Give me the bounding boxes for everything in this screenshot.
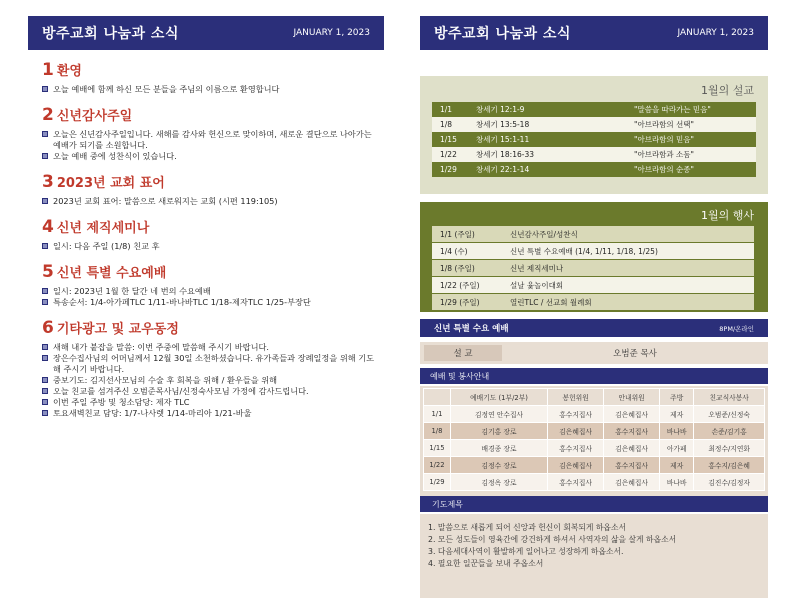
service-column-header: 봉헌위원 <box>548 389 604 406</box>
service-cell: 아가페 <box>660 440 694 457</box>
service-cell: 김기홍 장로 <box>450 423 547 440</box>
section-heading <box>42 105 376 125</box>
wednesday-service-bar <box>420 319 768 337</box>
section-number: 1 <box>42 60 54 80</box>
event-date: 1/8 (주일) <box>440 263 475 273</box>
wednesday-service-time: 8PM/온라인 <box>719 324 754 333</box>
bullet-item <box>42 408 376 419</box>
event-name: 열린TLC / 선교회 월례회 <box>510 297 592 307</box>
bullet-text: 새해 내가 붙잡을 말씀: 이번 주중에 말씀해 주시기 바랍니다. <box>53 342 270 352</box>
event-row <box>432 260 754 276</box>
event-name: 신년 제직세미나 <box>510 263 564 273</box>
sermon-theme: "아브라함의 선택" <box>634 120 694 129</box>
service-cell: 김진수/김정자 <box>694 474 765 491</box>
service-cell: 김은혜집사 <box>604 474 660 491</box>
section-number: 3 <box>42 172 54 192</box>
bullet-text: 특송순서: 1/4-아가페TLC 1/11-바나바TLC 1/18-제자TLC 1/25-부장단 <box>53 297 311 307</box>
service-cell: 김은혜집사 <box>548 457 604 474</box>
bullet-item <box>42 342 376 353</box>
service-cell: 홍수지집사 <box>604 457 660 474</box>
square-bullet-icon <box>42 399 48 405</box>
service-cell: 제자 <box>660 457 694 474</box>
service-cell: 김은혜집사 <box>604 406 660 423</box>
sermon-theme: "아브라함의 믿음" <box>634 135 694 144</box>
service-cell: 배경종 장로 <box>450 440 547 457</box>
service-column-header: 예배기도 (1부/2부) <box>450 389 547 406</box>
sermon-passage: 창세기 13:5-18 <box>476 120 530 129</box>
service-cell: 1/1 <box>424 406 451 423</box>
service-cell: 바나바 <box>660 423 694 440</box>
section-title: 2023년 교회 표어 <box>56 176 165 191</box>
sermon-date: 1/22 <box>440 150 457 159</box>
bullet-item <box>42 129 376 151</box>
event-date: 1/29 (주일) <box>440 297 480 307</box>
table-row <box>424 406 765 423</box>
section-title: 신년 특별 수요예배 <box>56 266 167 281</box>
table-row <box>424 457 765 474</box>
event-schedule <box>420 202 768 312</box>
square-bullet-icon <box>42 388 48 394</box>
section-heading <box>42 217 376 237</box>
section-title: 환영 <box>56 64 82 79</box>
wednesday-service-title: 신년 특별 수요 예배 <box>434 324 509 334</box>
section-title: 기타광고 및 교우동정 <box>56 322 179 337</box>
bullet-text: 오늘 친교를 섬겨주신 오범준목사님/신정숙사모님 가정에 감사드립니다. <box>53 386 309 396</box>
bullet-item <box>42 196 376 207</box>
announcement-section <box>42 105 376 162</box>
square-bullet-icon <box>42 131 48 137</box>
bullet-item <box>42 286 376 297</box>
service-cell: 1/15 <box>424 440 451 457</box>
bullet-text: 오늘 예배에 함께 하신 모든 분들을 주님의 이름으로 환영합니다 <box>53 84 280 94</box>
left-header <box>28 16 384 50</box>
sermon-label: 설 교 <box>424 345 502 361</box>
bullet-item <box>42 84 376 95</box>
left-page <box>28 16 384 594</box>
service-guide <box>420 386 768 506</box>
square-bullet-icon <box>42 198 48 204</box>
sermon-row <box>432 147 756 162</box>
square-bullet-icon <box>42 243 48 249</box>
bullet-item <box>42 375 376 386</box>
right-page <box>420 16 768 594</box>
service-cell: 바나바 <box>660 474 694 491</box>
section-heading <box>42 172 376 192</box>
section-number: 4 <box>42 217 54 237</box>
section-heading <box>42 60 376 80</box>
bullet-item <box>42 151 376 162</box>
sermon-row <box>432 117 756 132</box>
service-guide-title: 예배 및 봉사안내 <box>420 368 768 384</box>
service-cell: 홍수지집사 <box>604 423 660 440</box>
sermon-row <box>432 102 756 117</box>
service-column-header: 주방 <box>660 389 694 406</box>
service-table-header <box>424 389 765 406</box>
bulletin-date: JANUARY 1, 2023 <box>293 28 370 38</box>
announcement-section <box>42 172 376 207</box>
sermon-theme: "아브라함의 순종" <box>634 165 694 174</box>
sermon-theme: "말씀을 따라가는 믿음" <box>634 105 711 114</box>
square-bullet-icon <box>42 86 48 92</box>
event-row <box>432 294 754 310</box>
section-title: 신년 제직세미나 <box>56 221 150 236</box>
square-bullet-icon <box>42 288 48 294</box>
service-cell: 최정수/지연화 <box>694 440 765 457</box>
service-column-header: 친교식사봉사 <box>694 389 765 406</box>
bullet-item <box>42 397 376 408</box>
service-cell: 홍수지집사 <box>548 440 604 457</box>
service-cell: 오범준/신정숙 <box>694 406 765 423</box>
sermon-schedule <box>420 76 768 194</box>
bulletin-title: 방주교회 나눔과 소식 <box>434 26 571 42</box>
event-name: 설날 윷놀이대회 <box>510 280 564 290</box>
prayer-list <box>420 514 768 598</box>
bullet-item <box>42 297 376 308</box>
preacher-name: 오범준 목사 <box>613 349 657 359</box>
service-cell: 김정옥 장로 <box>450 474 547 491</box>
sermon-date: 1/1 <box>440 105 453 114</box>
event-name: 신년 특별 수요예배 (1/4, 1/11, 1/18, 1/25) <box>510 246 658 256</box>
sermon-date: 1/8 <box>440 120 453 129</box>
sermon-theme: "아브라함과 소돔" <box>634 150 694 159</box>
bullet-text: 토요새벽친교 담당: 1/7-나사렛 1/14-마리아 1/21-바울 <box>53 408 252 418</box>
service-cell: 1/8 <box>424 423 451 440</box>
bulletin-title: 방주교회 나눔과 소식 <box>42 26 179 42</box>
service-cell: 김은혜집사 <box>548 423 604 440</box>
service-cell: 홍수지집사 <box>548 406 604 423</box>
announcement-section <box>42 60 376 95</box>
event-row <box>432 243 754 259</box>
service-column-header <box>424 389 451 406</box>
event-date: 1/1 (주일) <box>440 229 475 239</box>
section-heading <box>42 318 376 338</box>
service-cell: 제자 <box>660 406 694 423</box>
announcements <box>28 50 384 419</box>
event-name: 신년감사주일/성찬식 <box>510 229 578 239</box>
event-table <box>432 226 754 311</box>
service-cell: 홍수지/김은혜 <box>694 457 765 474</box>
bullet-text: 2023년 교회 표어: 말씀으로 새로워지는 교회 (시편 119:105) <box>53 196 278 206</box>
service-cell: 김은혜집사 <box>604 440 660 457</box>
service-column-header: 안내위원 <box>604 389 660 406</box>
table-row <box>424 423 765 440</box>
bullet-text: 오늘 예배 중에 성찬식이 있습니다. <box>53 151 177 161</box>
sermon-date: 1/29 <box>440 165 457 174</box>
section-number: 2 <box>42 105 54 125</box>
bullet-item <box>42 241 376 252</box>
service-table <box>423 388 765 491</box>
event-schedule-title: 1월의 행사 <box>701 209 754 222</box>
section-title: 신년감사주일 <box>56 109 133 124</box>
sermon-row <box>432 132 756 147</box>
sermon-passage: 창세기 15:1-11 <box>476 135 530 144</box>
bullet-text: 장은수집사님의 어머님께서 12월 30일 소천하셨습니다. 유가족들과 장례일정을 위해 기도해 주시기 바랍니다. <box>53 353 375 374</box>
square-bullet-icon <box>42 410 48 416</box>
square-bullet-icon <box>42 153 48 159</box>
sermon-table <box>432 102 756 177</box>
sermon-passage: 창세기 18:16-33 <box>476 150 534 159</box>
event-date: 1/4 (수) <box>440 246 468 256</box>
square-bullet-icon <box>42 299 48 305</box>
bullet-text: 일시: 2023년 1월 한 달간 네 번의 수요예배 <box>53 286 211 296</box>
service-cell: 김정연 안수집사 <box>450 406 547 423</box>
service-cell: 손준/김기홍 <box>694 423 765 440</box>
event-row <box>432 226 754 242</box>
section-number: 6 <box>42 318 54 338</box>
table-row <box>424 474 765 491</box>
prayer-title: 기도제목 <box>420 496 768 512</box>
event-row <box>432 277 754 293</box>
event-date: 1/22 (주일) <box>440 280 480 290</box>
sermon-passage: 창세기 12:1-9 <box>476 105 525 114</box>
sermon-row <box>432 162 756 177</box>
bullet-text: 이번 주일 주방 및 청소담당: 제자 TLC <box>53 397 190 407</box>
bullet-text: 오늘은 신년감사주일입니다. 새해를 감사와 헌신으로 맞이하며, 새로운 결단으로 나아가는 예배가 되기를 소원합니다. <box>53 129 372 150</box>
prayer-item: 4. 필요한 일꾼들을 보내 주옵소서 <box>428 559 544 568</box>
table-row <box>424 440 765 457</box>
service-cell: 김정수 장로 <box>450 457 547 474</box>
bullet-text: 일시: 다음 주일 (1/8) 친교 후 <box>53 241 160 251</box>
service-cell: 1/22 <box>424 457 451 474</box>
bullet-item <box>42 386 376 397</box>
sermon-passage: 창세기 22:1-14 <box>476 165 530 174</box>
service-cell: 1/29 <box>424 474 451 491</box>
prayer-item: 1. 말씀으로 새롭게 되어 신앙과 헌신이 회복되게 하옵소서 <box>428 523 627 532</box>
bullet-text: 중보기도: 김지선사모님의 수술 후 회복을 위해 / 환우들을 위해 <box>53 375 278 385</box>
square-bullet-icon <box>42 355 48 361</box>
sermon-schedule-title: 1월의 설교 <box>701 84 754 97</box>
prayer-item: 2. 모든 성도들이 영육간에 강건하게 하셔서 사역자의 삶을 살게 하옵소서 <box>428 535 677 544</box>
square-bullet-icon <box>42 377 48 383</box>
bulletin-date: JANUARY 1, 2023 <box>677 28 754 38</box>
bullet-item <box>42 353 376 375</box>
service-cell: 홍수지집사 <box>548 474 604 491</box>
section-number: 5 <box>42 262 54 282</box>
square-bullet-icon <box>42 344 48 350</box>
sermon-date: 1/15 <box>440 135 457 144</box>
section-heading <box>42 262 376 282</box>
right-header <box>420 16 768 50</box>
announcement-section <box>42 217 376 252</box>
announcement-section <box>42 262 376 308</box>
wednesday-preacher-row <box>420 342 768 364</box>
prayer-item: 3. 다음세대사역이 활발하게 일어나고 성장하게 하옵소서. <box>428 547 624 556</box>
announcement-section <box>42 318 376 419</box>
